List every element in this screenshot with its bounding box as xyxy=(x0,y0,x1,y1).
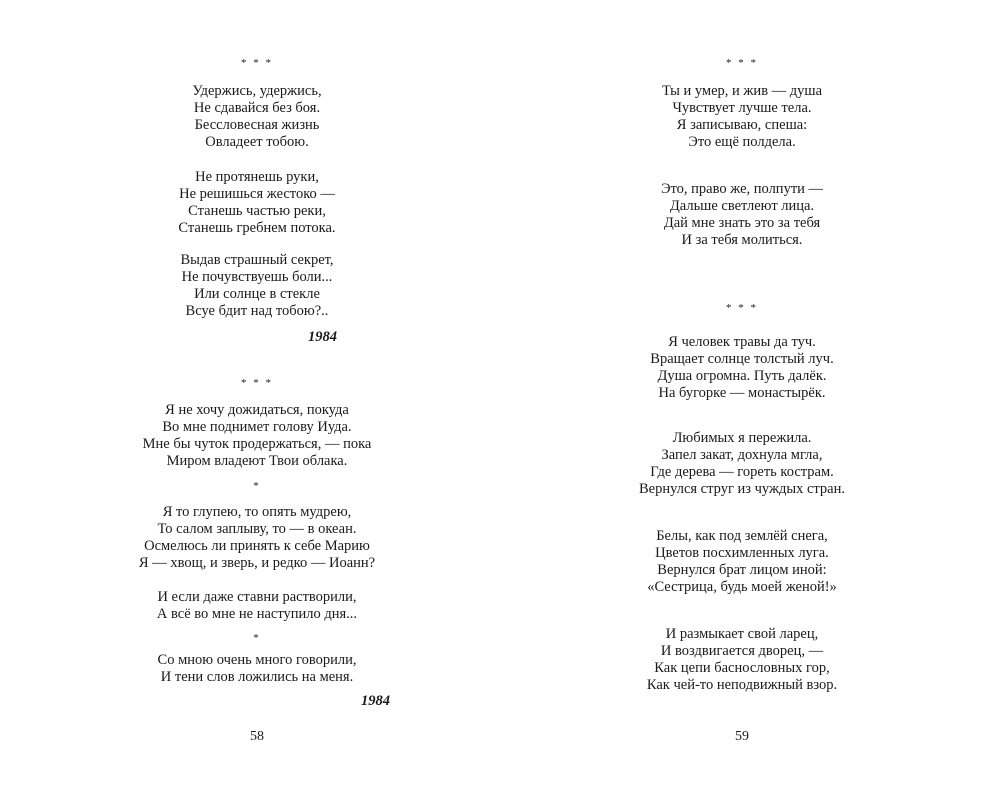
poem-line: Я то глупею, то опять мудрею, xyxy=(162,504,352,520)
poem-line: Станешь частью реки, xyxy=(188,203,326,219)
poem-line: Это ещё полдела. xyxy=(688,134,796,150)
stanza xyxy=(57,652,457,686)
poem-line: Осмелюсь ли принять к себе Марию xyxy=(144,538,370,554)
stanza xyxy=(57,252,457,320)
poem-line: Удержись, удержись, xyxy=(192,83,322,99)
poem-line: Дай мне знать это за тебя xyxy=(663,215,821,231)
poem-line: И если даже ставни растворили, xyxy=(157,589,357,605)
poem-line: А всё во мне не наступило дня... xyxy=(156,606,358,622)
stanza xyxy=(57,504,457,572)
poem-line: Вернулся струг из чуждых стран. xyxy=(638,481,846,497)
stanza xyxy=(542,181,942,249)
poem-line: То салом заплыву, то — в океан. xyxy=(157,521,357,537)
section-separator: * * * xyxy=(726,302,758,314)
poem-line: И воздвигается дворец, — xyxy=(660,643,824,659)
poem-line: Чувствует лучше тела. xyxy=(672,100,812,116)
poem-line: Всуе бдит над тобою?.. xyxy=(185,303,329,319)
section-separator: * * * xyxy=(241,57,273,69)
part-separator: * xyxy=(253,480,261,492)
right-page xyxy=(500,0,1000,800)
poem-line: Со мною очень много говорили, xyxy=(157,652,357,668)
poem-line: Не решишься жестоко — xyxy=(179,186,335,202)
poem-line: «Сестрица, будь моей женой!» xyxy=(647,579,837,595)
poem-line: Это, право же, полпути — xyxy=(660,181,824,197)
poem-line: Мне бы чуток продержаться, — пока xyxy=(142,436,372,452)
poem-line: И размыкает свой ларец, xyxy=(665,626,819,642)
stanza xyxy=(542,626,942,694)
stanza xyxy=(57,169,457,237)
poem-line: Я записываю, спеша: xyxy=(676,117,808,133)
stanza xyxy=(542,430,942,498)
poem-line: Овладеет тобою. xyxy=(205,134,309,150)
part-separator: * xyxy=(253,632,261,644)
poem-line: Любимых я пережила. xyxy=(672,430,812,446)
stanza xyxy=(57,83,457,151)
poem-line: Не протянешь руки, xyxy=(195,169,319,185)
poem-line: Я человек травы да туч. xyxy=(668,334,816,350)
page-number: 58 xyxy=(250,729,264,744)
page-number: 59 xyxy=(735,729,749,744)
poem-line: И тени слов ложились на меня. xyxy=(160,669,354,685)
poem-line: Как чей-то неподвижный взор. xyxy=(646,677,838,693)
poem-year: 1984 xyxy=(308,329,337,345)
section-separator: * * * xyxy=(241,377,273,389)
poem-line: Где дерева — гореть кострам. xyxy=(650,464,834,480)
poem-line: Я не хочу дожидаться, покуда xyxy=(165,402,349,418)
poem-line: И за тебя молиться. xyxy=(681,232,803,248)
poem-line: Или солнце в стекле xyxy=(194,286,320,302)
poem-line: Не сдавайся без боя. xyxy=(193,100,321,116)
poem-line: Вращает солнце толстый луч. xyxy=(650,351,834,367)
poem-year: 1984 xyxy=(361,693,390,709)
poem-line: Дальше светлеют лица. xyxy=(669,198,815,214)
poem-line: Станешь гребнем потока. xyxy=(178,220,336,236)
poem-line: Душа огромна. Путь далёк. xyxy=(657,368,827,384)
poem-line: Миром владеют Твои облака. xyxy=(166,453,348,469)
poem-line: Вернулся брат лицом иной: xyxy=(657,562,827,578)
poem-line: Цветов посхимленных луга. xyxy=(655,545,829,561)
poem-line: Не почувствуешь боли... xyxy=(181,269,333,285)
stanza xyxy=(542,528,942,596)
poem-line: Ты и умер, и жив — душа xyxy=(661,83,823,99)
stanza xyxy=(542,334,942,402)
section-separator: * * * xyxy=(726,57,758,69)
poem-line: Выдав страшный секрет, xyxy=(180,252,334,268)
poem-line: Бессловесная жизнь xyxy=(194,117,320,133)
poem-line: Я — хвощ, и зверь, и редко — Иоанн? xyxy=(138,555,376,571)
poem-line: Белы, как под землёй снега, xyxy=(656,528,828,544)
poem-line: Как цепи баснословных гор, xyxy=(654,660,830,676)
poem-line: На бугорке — монастырёк. xyxy=(658,385,826,401)
stanza xyxy=(57,589,457,623)
stanza xyxy=(57,402,457,470)
poem-line: Во мне поднимет голову Иуда. xyxy=(162,419,352,435)
poem-line: Запел закат, дохнула мгла, xyxy=(661,447,823,463)
stanza xyxy=(542,83,942,151)
